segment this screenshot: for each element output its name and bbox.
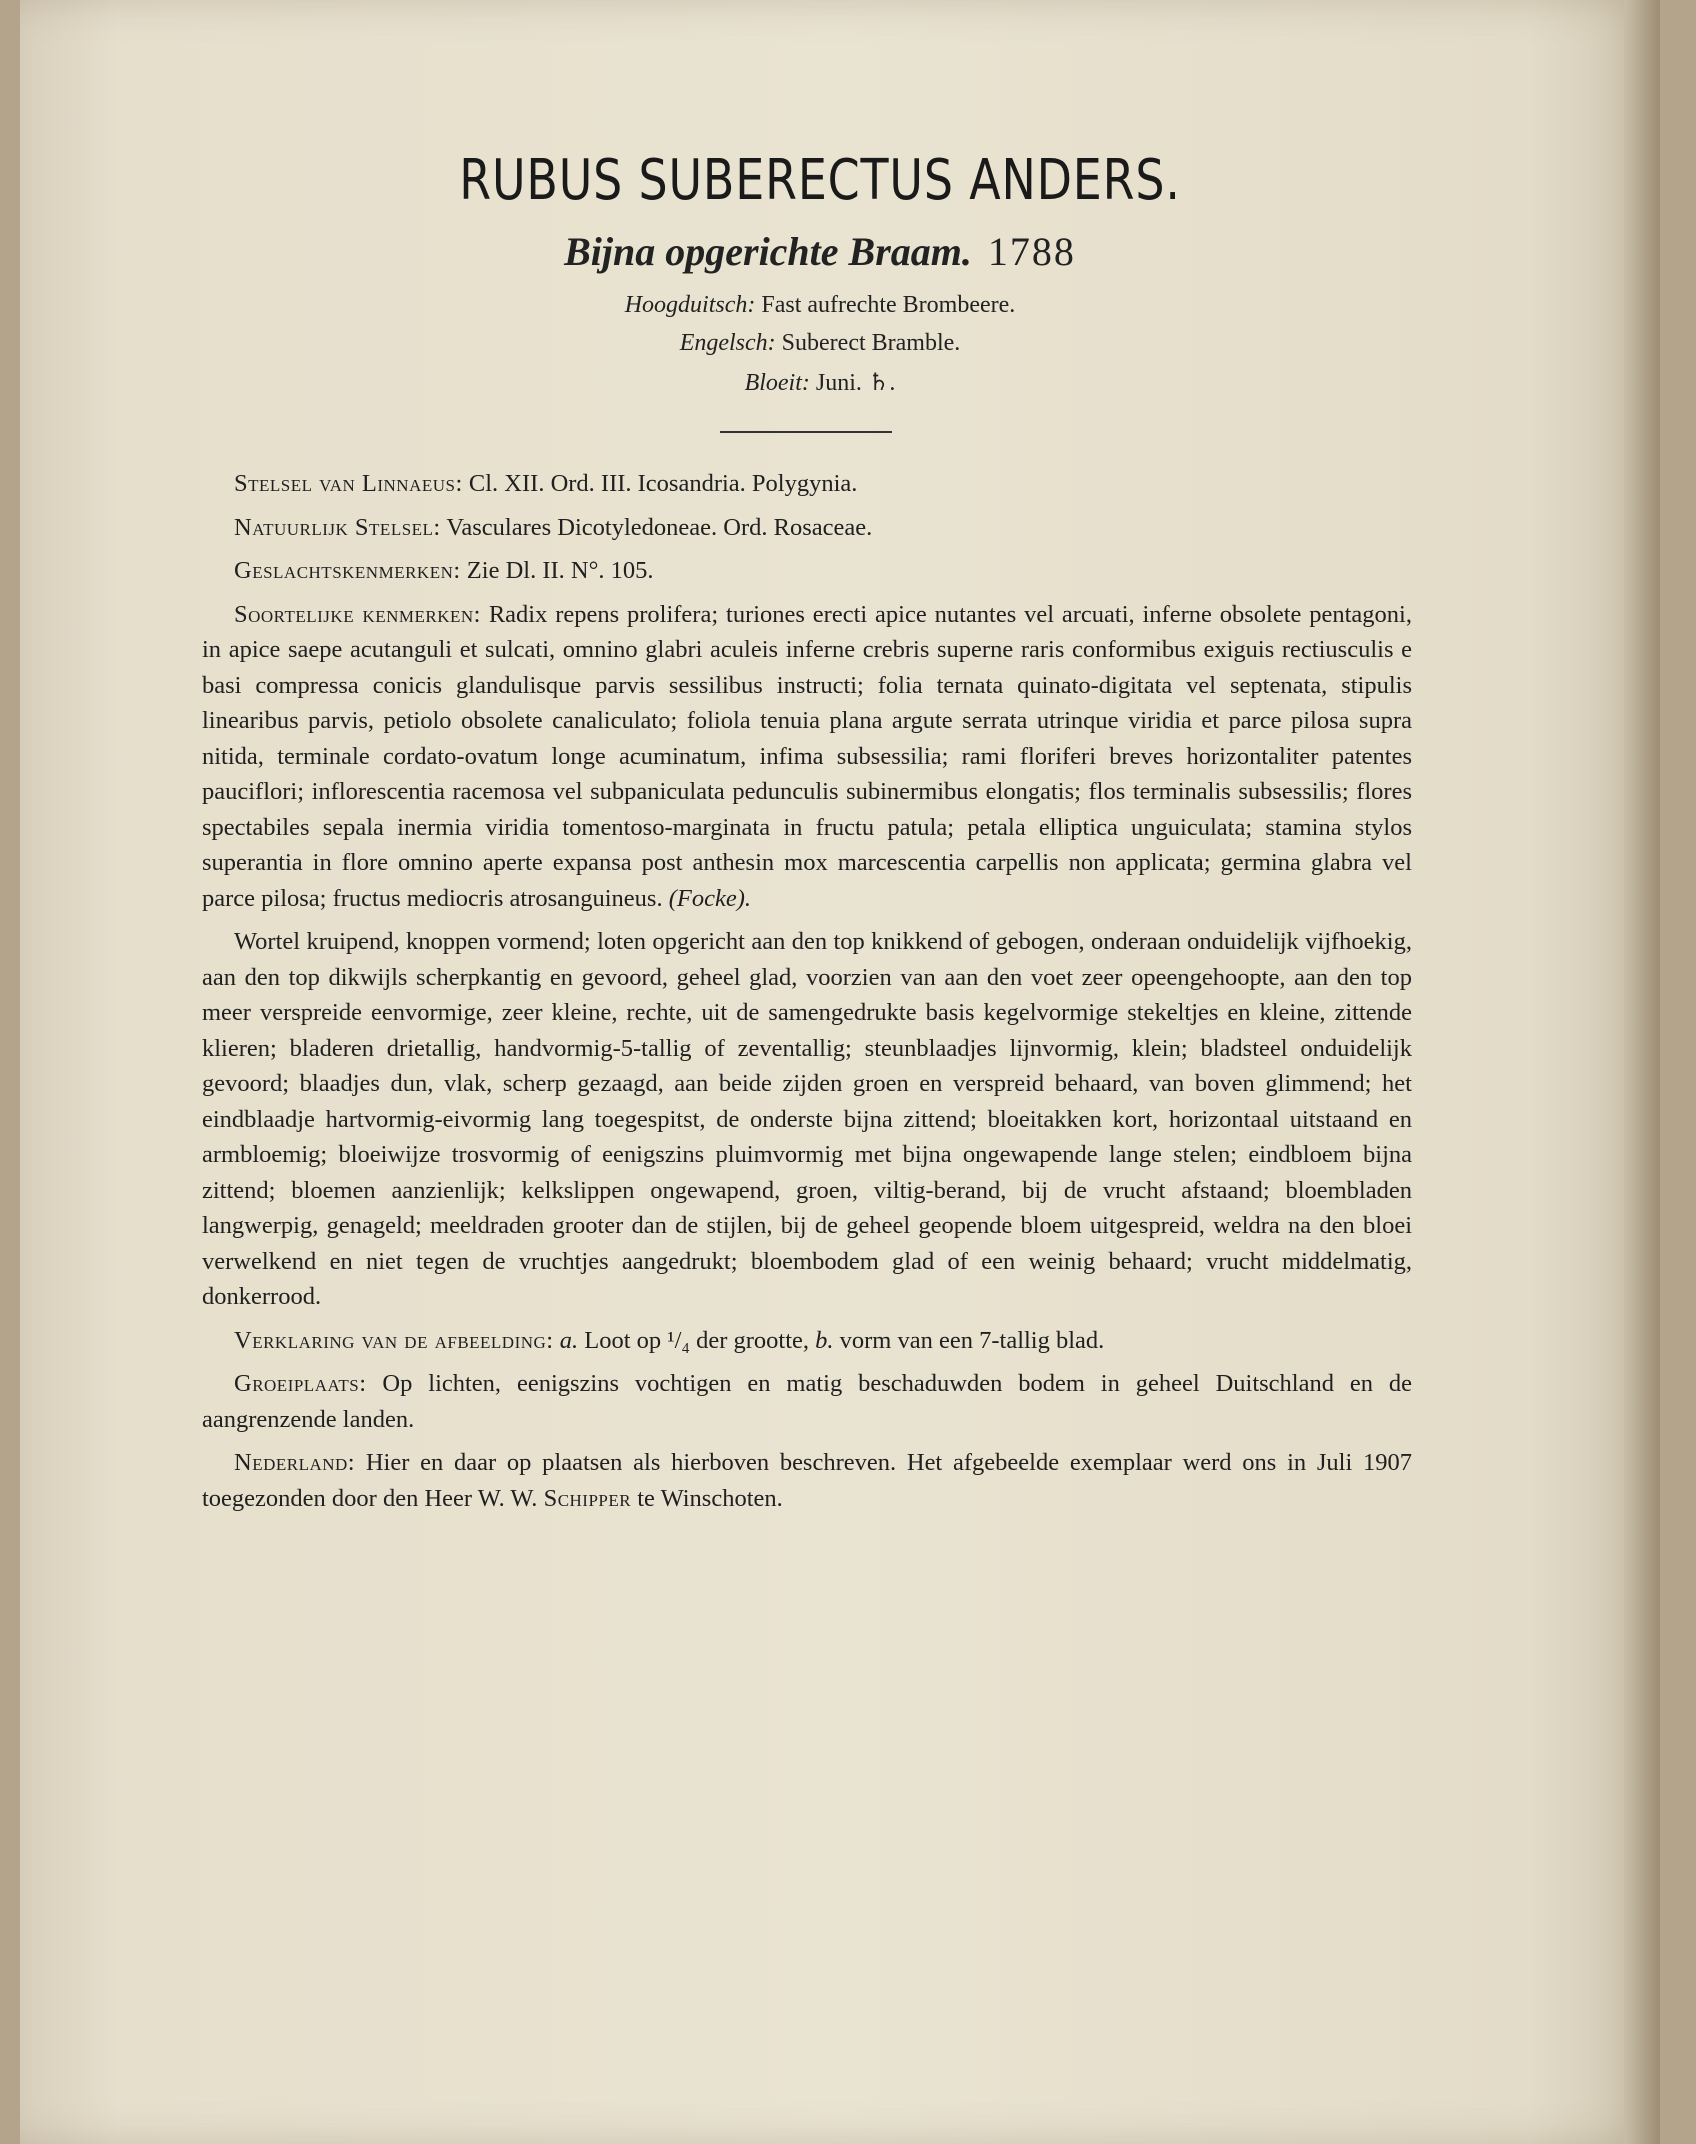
page-edge xyxy=(1624,0,1660,2144)
figure-a: a. xyxy=(559,1326,579,1354)
habitat-label: Groeiplaats: xyxy=(234,1370,367,1397)
genus-paragraph xyxy=(202,553,1412,589)
dutch-description: Wortel kruipend, knoppen vormend; loten opgericht aan den top knikkend of gebogen, onderaan onduidelijk vijfhoekig, aan den top dikwijls scherpkantig en gevoord, geheel glad, voorzien van aan den voet zeer opeengehoopte, aan den top meer verspreide eenvormige, zeer kleine, rechte, uit de samengedrukte basis kegelvormige stekeltjes en kleine, zittende klieren; bladeren drietallig, handvormig-5-tallig of zeventallig; steunblaadjes lijnvormig, klein; bladsteel onduidelijk gevoord; blaadjes dun, vlak, scherp gezaagd, aan beide zijden groen en verspreid behaard, van boven glimmend; het eindblaadje hartvormig-eivormig lang toegespitst, de onderste bijna zittend; bloeitakken kort, horizontaal uitstaand en armbloemig; bloeiwijze trosvormig of eenigszins pluimvormig met bijna ongewapende lange stelen; eindbloem bijna zittend; bloemen aanzienlijk; kelkslippen ongewapend, groen, viltig-berand, bij de vrucht afstaand; bloembladen langwerpig, genageld; meeldraden grooter dan de stijlen, bij de geheel geopende bloem uitgespreid, weldra na den bloei verwelkend en niet tegen de vruchtjes aangedrukt; bloembodem glad of een weinig behaard; vrucht middelmatig, donkerrood. xyxy=(202,928,1412,1310)
bloom-label: Bloeit: xyxy=(744,370,810,396)
english-label: Engelsch: xyxy=(679,330,776,356)
linnaeus-text: Cl. XII. Ord. III. Icosandria. Polygynia. xyxy=(468,470,858,497)
german-name-line xyxy=(20,292,1620,319)
collector-name: Schipper xyxy=(543,1484,632,1512)
german-name: Fast aufrechte Brombeere. xyxy=(761,292,1016,318)
habitat-paragraph xyxy=(202,1366,1412,1437)
netherlands-paragraph xyxy=(202,1445,1412,1516)
english-name: Suberect Bramble. xyxy=(781,330,961,356)
linnaeus-label: Stelsel van Linnaeus: xyxy=(234,470,463,497)
species-paragraph xyxy=(202,597,1412,917)
english-name-line xyxy=(20,330,1620,357)
dutch-name-line xyxy=(20,228,1620,275)
german-label: Hoogduitsch: xyxy=(624,292,756,318)
species-title: RUBUS SUBERECTUS ANDERS. xyxy=(459,148,1181,213)
netherlands-text-2: te Winschoten. xyxy=(637,1484,783,1512)
figure-b: b. xyxy=(815,1326,834,1354)
figure-paragraph xyxy=(202,1323,1412,1359)
bloom-line xyxy=(20,368,1620,397)
figure-label: Verklaring van de afbeelding: xyxy=(234,1326,554,1354)
figure-text-1: Loot op ¹/₄ der grootte, xyxy=(584,1326,810,1354)
genus-text: Zie Dl. II. N°. 105. xyxy=(466,557,654,584)
linnaeus-paragraph xyxy=(202,466,1412,502)
natural-system-text: Vasculares Dicotyledoneae. Ord. Rosaceae. xyxy=(446,513,873,541)
figure-text-2: vorm van een 7-tallig blad. xyxy=(839,1326,1105,1354)
genus-label: Geslachtskenmerken: xyxy=(234,557,461,584)
habitat-text: Op lichten, eenigszins vochtigen en matig beschaduwden bodem in geheel Duitschland en de aangrenzende landen. xyxy=(202,1370,1412,1433)
natural-system-label: Natuurlijk Stelsel: xyxy=(234,513,441,541)
species-label: Soortelijke kenmerken: xyxy=(234,600,481,628)
book-page xyxy=(20,0,1660,2144)
description-body xyxy=(202,466,1412,1524)
netherlands-label: Nederland: xyxy=(234,1449,356,1476)
plate-number: 1788 xyxy=(987,229,1076,274)
species-author: (Focke). xyxy=(668,884,752,912)
species-text: Radix repens prolifera; turiones erecti apice nutantes vel arcuati, inferne obsolete pentagoni, in apice saepe acutanguli et sulcati, omnino glabri aculeis inferne crebris superne raris conformibus exiguis rectiusculis e basi compressa conicis glandulisque parvis sessilibus instructi; folia ternata quinato-digitata vel septenata, stipulis linearibus parvis, petiolo obsolete canaliculato; foliola tenuia plana argute serrata utrinque viridia et parce pilosa supra nitida, terminale cordato-ovatum longe acuminatum, infima subsessilia; rami floriferi breves horizontaliter patentes pauciflori; inflorescentia racemosa vel subpaniculata pedunculis subinermibus elongatis; flos terminalis subsessilis; flores spectabiles sepala inermia viridia tomentoso-marginata in fructu patula; petala elliptica unguiculata; stamina stylos superantia in flore omnino aperte expansa post anthesin mox marcescentia carpellis non applicata; germina glabra vel parce pilosa; fructus mediocris atrosanguineus. xyxy=(202,600,1412,912)
netherlands-text-1: Hier en daar op plaatsen als hierboven beschreven. Het afgebeelde exemplaar werd ons in Juli 1907 toegezonden door den Heer W. W. xyxy=(202,1449,1413,1512)
bloom-value: Juni. ♄. xyxy=(815,370,896,396)
dutch-name: Bijna opgerichte Braam. xyxy=(564,229,972,274)
natural-system-paragraph xyxy=(202,510,1412,546)
divider xyxy=(720,431,892,433)
